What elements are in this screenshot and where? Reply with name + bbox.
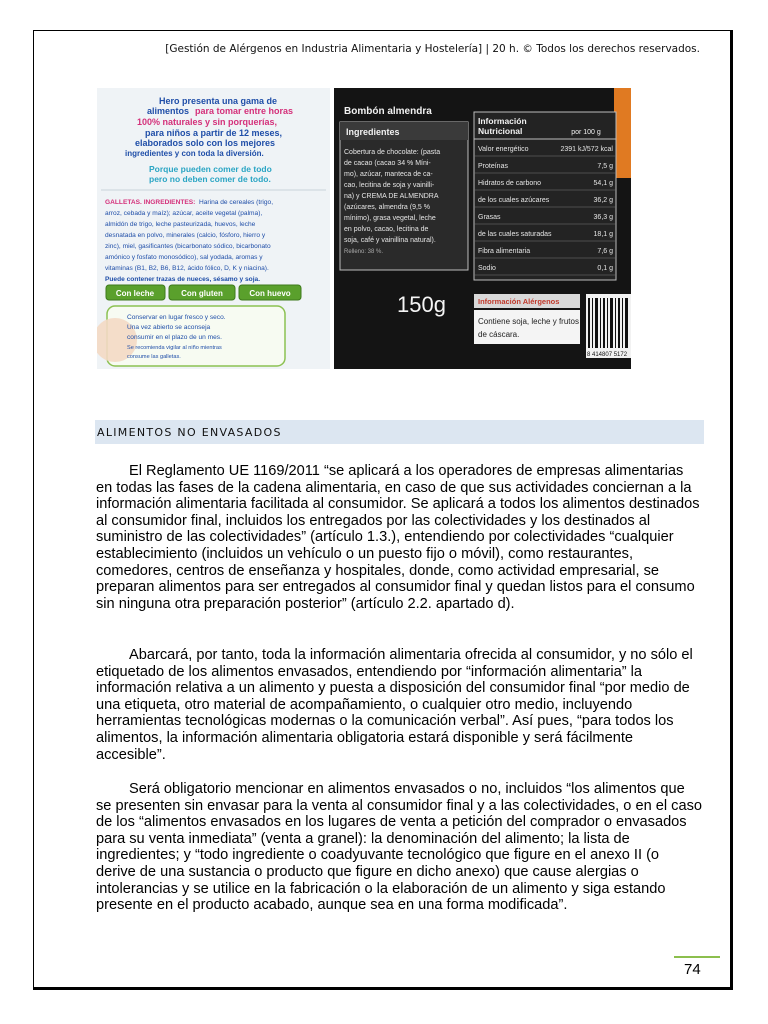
bombon-ingredients-line: Relleno: 38 %. [344, 249, 384, 255]
hero-notice-line: pero no deben comer de todo. [149, 174, 271, 184]
hero-ingredients-line: amónico y fosfato monosódico), sal yodada, aromas y [105, 254, 263, 261]
svg-text:Información Nutricional [478, 116, 529, 136]
hero-ingredients-line: arroz, cebada y maíz); azúcar, aceite vegetal (palma), [105, 210, 263, 217]
bombon-ingredients-line: mo), azúcar, manteca de ca- [344, 171, 433, 178]
hero-intro-line: alimentos [147, 106, 190, 116]
section-heading-bar [95, 420, 704, 444]
paragraph-text: Será obligatorio mencionar en alimentos envasados o no, incluidos “los alimentos que se presenten sin envasar para la venta al consumidor final y a las colectividades, o en el caso de los “alimentos envasados en los lugares de venta a petición del comprador o envasados para su venta inmediata” (venta a granel): la denominación del alimento; la lista de ingredientes; y “todo ingrediente o coadyuvante tecnológico que figure en el anexo II (o derive de una sustancia o producto que figure en dicho anexo) que cause alergias o intolerancias y se utilice en la fabricación o la elaboración de un alimento y siga estando presente en el producto acabado, aunque sea en una forma modificada”. [96, 781, 702, 914]
nutrition-value: 2391 kJ/572 kcal [560, 146, 613, 153]
hero-notice-line: Porque pueden comer de todo [149, 164, 272, 174]
hero-allergen-badges [106, 285, 301, 300]
badge-leche: Con leche [115, 289, 155, 298]
bombon-ingredients-line: soja, café y vainillina natural). [344, 237, 436, 244]
hero-storage-line: Se recomienda vigilar al niño mientras [127, 345, 222, 351]
nutrition-label: de los cuales azúcares [478, 197, 550, 204]
body-paragraph [96, 463, 702, 612]
nutrition-value: 0,1 g [597, 265, 613, 272]
hero-intro-line: ingredientes y con toda la diversión. [125, 149, 264, 158]
page-number: 74 [684, 961, 701, 978]
bombon-per-100g: por 100 g [571, 129, 601, 136]
bombon-allergen-line: Contiene soja, leche y frutos [478, 317, 579, 326]
bombon-ingredients-heading: Ingredientes [346, 127, 400, 137]
hero-intro-line: 100% naturales y sin porquerías, [137, 117, 278, 127]
nutrition-label: Hidratos de carbono [478, 180, 542, 187]
hero-ingredients-line: vitaminas (B1, B2, B6, B12, ácido fólico, D, K y niacina). [105, 265, 269, 272]
bombon-ingredients-line: de cacao (cacao 34 % Míni- [344, 160, 431, 167]
nutrition-label: Fibra alimentaria [478, 248, 531, 255]
photo-hero-label [97, 88, 330, 369]
running-header: [Gestión de Alérgenos en Industria Alimentaria y Hostelería] | 20 h. © Todos los derechos reservados. [165, 43, 700, 55]
hero-intro-line: para niños a partir de 12 meses, [145, 128, 283, 138]
bombon-ingredients-line: mínimo), grasa vegetal, leche [344, 215, 436, 222]
barcode-number: 8 414807 5172 [587, 352, 628, 358]
nutrition-value: 18,1 g [593, 231, 613, 238]
hero-storage-line: Una vez abierto se aconseja [127, 324, 211, 331]
bombon-product-name: Bombón almendra [344, 106, 432, 117]
nutrition-value: 7,6 g [597, 248, 613, 255]
bombon-ingredients-line: na) y CREMA DE ALMENDRA [344, 193, 439, 200]
badge-gluten: Con gluten [181, 289, 223, 298]
hero-storage-line: Conservar en lugar fresco y seco. [127, 314, 226, 321]
nutrition-value: 54,1 g [593, 180, 613, 187]
footer-rule [674, 956, 720, 958]
nutrition-label: Proteínas [478, 163, 508, 170]
hero-storage-line: consumir en el plazo de un mes. [127, 334, 222, 341]
nutrition-label: Sodio [478, 265, 496, 272]
nutrition-label: Grasas [478, 214, 501, 221]
nutrition-value: 36,2 g [593, 197, 613, 204]
bombon-nutrition-heading: Nutricional [478, 126, 523, 136]
hero-intro-line: elaborados solo con los mejores [135, 138, 276, 148]
photo-bombon-label [334, 88, 631, 369]
svg-text:Porque pueden comer de todo [149, 164, 274, 184]
hero-ingredients-heading: GALLETAS. INGREDIENTES: [105, 199, 196, 206]
paragraph-text: El Reglamento UE 1169/2011 “se aplicará a los operadores de empresas alimentarias en todas las fases de la cadena alimentaria, en caso de que sus actividades conciernan a la información alimentaria facilitada al consumidor. Se aplicará a todos los alimentos destinados al consumidor final, incluidos los entregados por las colectividades y los destinados al suministro de las colectividades” (artículo 1.3.), entendiendo por colectividades “cualquier establecimiento (incluidos un vehículo o un puesto fijo o móvil), como restaurantes, comedores, centros de enseñanza y hospitales, donde, como actividad empresarial, se preparan alimentos para ser entregados al consumidor final y quedan listos para el consumo sin ninguna otra preparación posterior” (artículo 2.2. apartado d). [96, 463, 700, 612]
bombon-weight: 150g [397, 292, 446, 317]
bombon-ingredients-line: en polvo, cacao, lecitina de [344, 226, 429, 233]
nutrition-label: Valor energético [478, 146, 529, 153]
bombon-ingredients-line: cao, lecitina de soja y vainilli- [344, 182, 435, 189]
nutrition-value: 36,3 g [593, 214, 613, 221]
hero-ingredients-line: Puede contener trazas de nueces, sésamo y soja. [105, 276, 261, 283]
bombon-nutrition-heading: Información [478, 116, 527, 126]
bombon-ingredients-line: Cobertura de chocolate: (pasta [344, 149, 441, 156]
hero-storage-line: consume las galletas. [127, 354, 181, 360]
body-paragraph [96, 781, 702, 914]
nutrition-value: 7,5 g [597, 163, 613, 170]
hero-ingredients-line: desnatada en polvo, minerales (calcio, fósforo, hierro y [105, 232, 266, 239]
section-title: ALIMENTOS NO ENVASADOS [97, 426, 282, 439]
hero-intro-line: para tomar entre horas [195, 106, 294, 116]
bombon-ingredients-line: (azúcares, almendra (9,5 % [344, 204, 430, 211]
bombon-allergen-line: de cáscara. [478, 330, 520, 339]
nutrition-label: de las cuales saturadas [478, 231, 552, 238]
paragraph-text: Abarcará, por tanto, toda la información alimentaria ofrecida al consumidor, y no sólo el etiquetado de los alimentos envasados, entendiendo por “información alimentaria” la información relativa a un alimento y puesta a disposición del consumidor final “por medio de una etiqueta, otro material de acompañamiento, o cualquier otro medio, incluyendo herramientas tecnológicas modernas o la comunicación verbal”. Así pues, “para todos los alimentos, la información alimentaria obligatoria estará disponible y será fácilmente accesible”. [96, 647, 693, 763]
hero-ingredients-line: almidón de trigo, leche pasteurizada, huevos, leche [105, 221, 256, 228]
hero-ingredients-line: Harina de cereales (trigo, [199, 199, 274, 206]
badge-huevo: Con huevo [249, 289, 291, 298]
body-paragraph [96, 647, 702, 763]
hero-ingredients-line: zinc), miel, gasificantes (bicarbonato sódico, bicarbonato [105, 243, 271, 250]
barcode-icon [586, 294, 631, 358]
bombon-allergen-heading: Información Alérgenos [478, 297, 560, 306]
hero-intro-line: Hero presenta una gama de [159, 96, 278, 106]
